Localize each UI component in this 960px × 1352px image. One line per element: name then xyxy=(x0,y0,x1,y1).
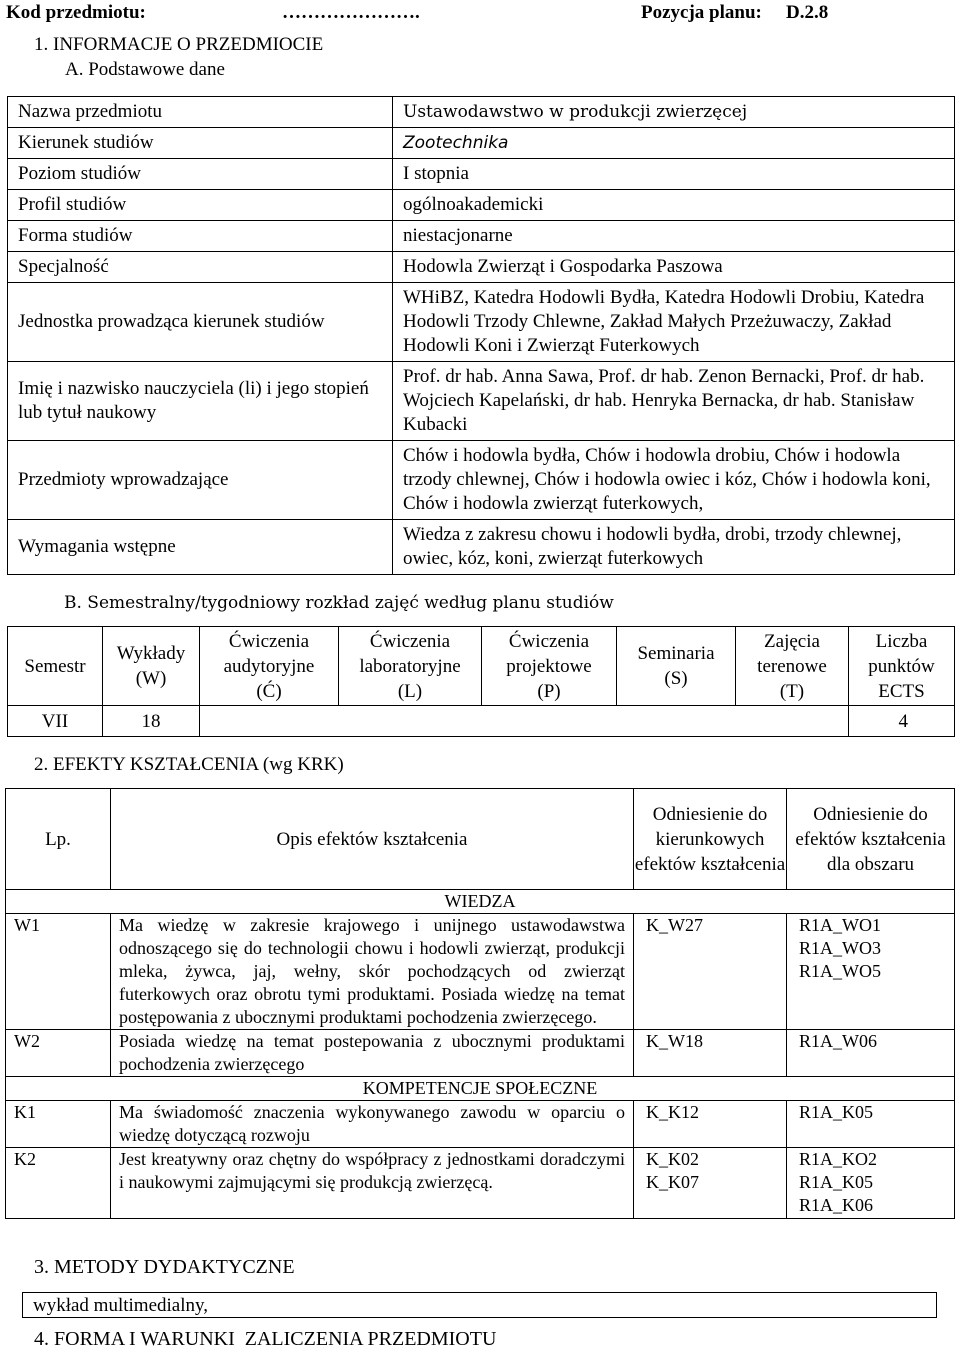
kompetencje-section: KOMPETENCJE SPOŁECZNE xyxy=(6,1077,955,1101)
label-nauczyciel: Imię i nazwisko nauczyciela (li) i jego stopień lub tytuł naukowy xyxy=(8,362,393,441)
h-wyklady-abbr: (W) xyxy=(135,668,167,689)
value-wymagania: Wiedza z zakresu chowu i hodowli bydła, drobi, trzody chlewnej, owiec, kóz, koni, zwierząt futerkowych xyxy=(393,520,955,575)
lp-w2: W2 xyxy=(6,1030,111,1077)
label-nazwa: Nazwa przedmiotu xyxy=(8,97,393,128)
h-projektowe xyxy=(482,627,617,706)
section-b-title: B. Semestralny/tygodniowy rozkład zajęć według planu studiów xyxy=(64,593,614,613)
label-poziom: Poziom studiów xyxy=(8,159,393,190)
opis-k2: Jest kreatywny oraz chętny do współpracy z jednostkami doradczymi i naukowymi zajmującymi się produkcją zwierzęcą. xyxy=(111,1148,634,1219)
kod-przedmiotu-value: …………………. xyxy=(282,2,420,23)
h-semestr: Semestr xyxy=(8,627,103,706)
lp-w1: W1 xyxy=(6,914,111,1030)
lp-k1: K1 xyxy=(6,1101,111,1148)
wiedza-section: WIEDZA xyxy=(6,890,955,914)
schedule-table xyxy=(7,626,955,737)
label-profil: Profil studiów xyxy=(8,190,393,221)
opis-k1: Ma świadomość znaczenia wykonywanego zawodu w oparciu o wiedzę dotyczącą rozwoju xyxy=(111,1101,634,1148)
kier-k1: K_K12 xyxy=(634,1101,787,1148)
value-profil: ogólnoakademicki xyxy=(393,190,955,221)
value-forma: niestacjonarne xyxy=(393,221,955,252)
h-laboratoryjne-label: Ćwiczenia laboratoryjne xyxy=(359,630,461,677)
section-3-title: 3. METODY DYDAKTYCZNE xyxy=(34,1256,295,1278)
kier-w1: K_W27 xyxy=(634,914,787,1030)
obsz-k2: R1A_KO2 R1A_K05 R1A_K06 xyxy=(787,1148,955,1219)
h-laboratoryjne-abbr: (L) xyxy=(397,680,423,702)
h-projektowe-label: Ćwiczenia projektowe xyxy=(506,630,592,677)
h-seminaria-abbr: (S) xyxy=(664,668,688,689)
basic-data-table xyxy=(7,96,955,575)
label-przedmioty: Przedmioty wprowadzające xyxy=(8,441,393,520)
lp-k2: K2 xyxy=(6,1148,111,1219)
metody-box: wykład multimedialny, xyxy=(22,1292,937,1318)
row-terenowe xyxy=(736,706,849,737)
section-4-title: 4. FORMA I WARUNKI ZALICZENIA PRZEDMIOTU xyxy=(34,1328,497,1350)
kod-przedmiotu-label: Kod przedmiotu: xyxy=(6,2,146,23)
value-kierunek: Zootechnika xyxy=(393,128,955,159)
h-kierunkowe: Odniesienie do kierunkowych efektów kształcenia xyxy=(634,789,787,890)
h-obszar: Odniesienie do efektów kształcenia dla obszaru xyxy=(787,789,955,890)
h-laboratoryjne xyxy=(339,627,482,706)
row-projektowe xyxy=(482,706,617,737)
h-audytoryjne-abbr: (Ć) xyxy=(256,680,282,702)
value-specjalnosc: Hodowla Zwierząt i Gospodarka Paszowa xyxy=(393,252,955,283)
row-seminaria xyxy=(617,706,736,737)
h-audytoryjne-label: Ćwiczenia audytoryjne xyxy=(223,630,315,677)
h-wyklady-label: Wykłady xyxy=(116,643,186,664)
row-wyklady: 18 xyxy=(103,706,200,737)
h-terenowe-abbr: (T) xyxy=(779,680,805,702)
value-jednostka: WHiBZ, Katedra Hodowli Bydła, Katedra Hodowli Drobiu, Katedra Hodowli Trzody Chlewne, Zakład Małych Przeżuwaczy, Zakład Hodowli Koni i Zwierząt Futerkowych xyxy=(393,283,955,362)
h-terenowe xyxy=(736,627,849,706)
h-seminaria xyxy=(617,627,736,706)
row-semestr: VII xyxy=(8,706,103,737)
pozycja-planu-label: Pozycja planu: xyxy=(641,2,762,23)
value-przedmioty: Chów i hodowla bydła, Chów i hodowla drobiu, Chów i hodowla trzody chlewnej, Chów i hodowla owiec i kóz, Chów i hodowla koni, Chów i hodowla zwierząt futerkowych, xyxy=(393,441,955,520)
h-audytoryjne xyxy=(200,627,339,706)
section-2-title: 2. EFEKTY KSZTAŁCENIA (wg KRK) xyxy=(34,754,344,775)
label-jednostka: Jednostka prowadząca kierunek studiów xyxy=(8,283,393,362)
label-forma: Forma studiów xyxy=(8,221,393,252)
obsz-w2: R1A_W06 xyxy=(787,1030,955,1077)
label-specjalnosc: Specjalność xyxy=(8,252,393,283)
row-laboratoryjne xyxy=(339,706,482,737)
row-ects: 4 xyxy=(849,706,955,737)
label-wymagania: Wymagania wstępne xyxy=(8,520,393,575)
h-seminaria-label: Seminaria xyxy=(637,643,715,664)
opis-w2: Posiada wiedzę na temat postepowania z ubocznymi produktami pochodzenia zwierzęcego xyxy=(111,1030,634,1077)
h-terenowe-label: Zajęcia terenowe xyxy=(757,630,827,677)
kier-w2: K_W18 xyxy=(634,1030,787,1077)
h-ects: Liczba punktów ECTS xyxy=(849,627,955,706)
kier-k2: K_K02 K_K07 xyxy=(634,1148,787,1219)
value-poziom: I stopnia xyxy=(393,159,955,190)
row-audytoryjne xyxy=(200,706,339,737)
h-wyklady xyxy=(103,627,200,706)
h-projektowe-abbr: (P) xyxy=(537,680,561,702)
efekty-table xyxy=(5,788,955,1219)
value-nauczyciel: Prof. dr hab. Anna Sawa, Prof. dr hab. Zenon Bernacki, Prof. dr hab. Wojciech Kapelański, dr hab. Henryka Bernacka, dr hab. Stanisław Kubacki xyxy=(393,362,955,441)
h-lp: Lp. xyxy=(6,789,111,890)
pozycja-planu-value: D.2.8 xyxy=(786,2,829,23)
obsz-w1: R1A_WO1 R1A_WO3 R1A_WO5 xyxy=(787,914,955,1030)
value-nazwa: Ustawodawstwo w produkcji zwierzęcej xyxy=(393,97,955,128)
section-1-title: 1. INFORMACJE O PRZEDMIOCIE xyxy=(34,34,324,55)
obsz-k1: R1A_K05 xyxy=(787,1101,955,1148)
h-opis: Opis efektów kształcenia xyxy=(111,789,634,890)
opis-w1: Ma wiedzę w zakresie krajowego i unijnego ustawodawstwa odnoszącego się do technologii chowu i hodowli zwierząt, produkcji mleka, żywca, jaj, wełny, skór pochodzących od zwierząt futerkowych oraz obrotu tymi produktami. Posiada wiedzę na temat postępowania z ubocznymi produktami pochodzenia zwierzęcego. xyxy=(111,914,634,1030)
label-kierunek: Kierunek studiów xyxy=(8,128,393,159)
section-a-title: A. Podstawowe dane xyxy=(65,59,225,80)
